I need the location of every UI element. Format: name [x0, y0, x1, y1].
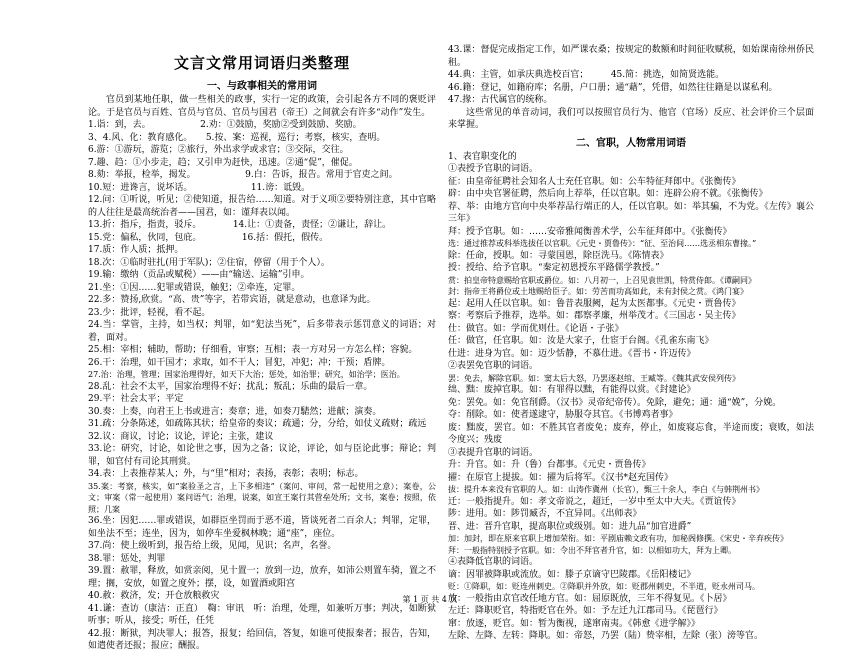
text-line: 绌、黜：废掉官职。如：有罪得以黜，有能得以赏。《封建论》 — [448, 385, 696, 395]
text-line: 这些常见的单音动词，我们可以按照官员行为、他官（官场）反应、社会评价三个层面来掌握。 — [448, 107, 814, 130]
text-line: ②表罢免官职的词语。 — [448, 361, 539, 371]
text-line: 47.掾：古代属官的统称。 — [448, 95, 553, 105]
text-line: 任：做官，任官职。如：汝是大家子，仕宦于台阁。《孔雀东南飞》 — [448, 336, 714, 346]
document-title: 文言文常用词语归类整理 — [173, 54, 350, 72]
text-line: 39.置：赦罪，释放，如赏亲阅，见十置一；放到一边，放弃，如沛公则置车骑，置之不理；搁，安放，如置之度外；摆，设，如置酒或阳宫 — [88, 566, 436, 589]
text-line: 36.坐：因犯……罪或错误，如群臣坐罚而于恶不道，皆谈死者二百余人；判罪，定罪，如坐法不至；连坐，因为，如停车坐爱枫林晚；通“座”，座位。 — [88, 516, 436, 539]
text-line: 陟：进用。如：陟罚臧否，不宜异同。《出师表》 — [448, 509, 642, 519]
text-line: 晋、进：晋升官职，提高职位或级别。如：进九品“加官进爵” — [448, 521, 692, 532]
text-line: 废：黜废，罢官。如：不胜其官者废免；废弃，停止，如废寝忘食，半途而废；衰败，如法令度兴；残废 — [448, 422, 814, 445]
text-line: 17.质：作人质；抵押。 — [88, 245, 184, 255]
text-line: 加：加封，即在原来官职上增加荣衔。如：平剧庙赖文政有功，加秘阁修撰。《宋史・辛弃疾传》 — [448, 534, 788, 543]
text-line: 左迁：降职贬官，特指贬官在外。如：予左迁九江郡司马。《琵琶行》 — [448, 606, 723, 616]
page-footer: 第 1 页 共 4 页 — [402, 595, 458, 604]
text-line: 44.典：主管，如承庆典选校百官； 45.简：挑选，如简贤选能。 — [448, 70, 725, 80]
text-line: 贬：①降职，如：贬连州刺史。②降职并外放，如：贬郡州刺史，不半道，贬永州司马。 — [448, 582, 760, 591]
text-line: 27.治：治理，管理；国家治理得好，如天下大治；惩处，如治罪；研究，如治学；医治。 — [88, 370, 405, 379]
text-line: 35.案：考察，核实，如“案验圣之言，上下多相违”（案问、审问，常一起使用之意）；案卷，公文；审案（常一起使用）案问语气；治理，说案，如宣王案行其营垒处所；文书，案卷；按照，依照；几案 — [88, 481, 436, 514]
text-line: 夺：削除。如：使者遂逮守，胁服夺其官。《书博鸡者事》 — [448, 410, 678, 420]
text-line: 3、4.风、化：教育感化。 5.按、案：巡视，巡行；考察，核实，查明。 — [88, 132, 386, 143]
text-line: 15.党：偏私，伙同，包庇。 16.括：假托，假传。 — [88, 232, 329, 243]
text-line: 30.奏：上奏，向君王上书或进言；奏章；进，如奏刀騞然；进献；演奏。 — [88, 406, 382, 417]
text-line: 辟：由中央官署征聘，然后向上荐举，任以官职。如：连辟公府不就。《张衡传》 — [448, 189, 768, 199]
text-line: 拔：提升本来没有官职的人。如：山涛作冀州（长官），甄三十余人，李白《与韩荆州书》 — [448, 485, 764, 494]
text-line: 拜：授予官职。如：……安帝雅闻衡善术学，公车征拜郎中。《张衡传》 — [448, 226, 732, 237]
text-line: 26.干：治理，如干国才；求取，如不干人；冒犯，冲犯；冲；干预；盾牌。 — [88, 357, 391, 368]
section-two-title: 二、官职，人物常用词语 — [576, 137, 686, 149]
text-line: 41.谦：查访（康洁：正直） 鞫：审讯 听：治理，处理，如兼听万事；判决，如断狱听事；听从，接受；听任，任凭 — [88, 603, 436, 626]
text-line: 23.少：批评，轻视，看不起。 — [88, 307, 211, 318]
text-line: 迁：一般指提升。如：孝文帝说之，超迁，一岁中至太中大夫。《贾谊传》 — [448, 496, 741, 507]
text-line: 19.输：缴纳（贡品或赋税）——由“输送、运输”引申。 — [88, 270, 310, 280]
text-line: 升：升官。如：升（鲁）台都事。《元史・贾鲁传》 — [448, 460, 651, 470]
text-line: 28.乱：社会不太平，国家治理得不好；扰乱；叛乱；乐曲的最后一章。 — [88, 381, 373, 392]
text-line: 37.尚：使上级听到，报告给上级，见闻，见识；名声，名誉。 — [88, 541, 337, 551]
text-line: 免：罢免。如：免官削爵。（汉书》灵帝纪帝传）。免除，避免；通：通“娩”，分娩。 — [448, 397, 782, 408]
text-line: 38.罪：惩处，判罪 — [88, 553, 166, 564]
text-line: 34.表：上表推荐某人；外，与“里”相对；表扬，表彰；表明；标志。 — [88, 469, 364, 479]
text-line: ③表提升官职的词语。 — [448, 447, 539, 458]
text-line: 24.当：掌管，主持，如当权；判罪，如“犯法当死”，后多带表示惩罚意义的词语；对着，面对。 — [88, 320, 436, 343]
text-line: 窜：放逐，贬官。如：暂为衡视，遂窜南夷。《韩愈《进学解》》 — [448, 618, 701, 629]
text-line: 起：起用人任以官职。如：鲁昔表服阙，起为太医都事。《元史・贾鲁传》 — [448, 298, 741, 309]
right-column — [448, 44, 814, 641]
text-line: 43.课：督促完成指定工作，如严课农桑；按规定的数额和时间征收赋税，如始课南徐州侨民租。 — [448, 45, 814, 68]
text-line: ①表授予官职的词语。 — [448, 164, 539, 174]
text-line: 6.游：①游玩，游览；②旅行，外出求学或求官；③交际，交往。 — [88, 145, 349, 155]
text-line: 封：指帝王将爵位或土地赐给臣子。如：劳苦而功高如此，未有封侯之赏。《鸿门宴》 — [448, 287, 748, 296]
text-line: 33.论：研究，讨论，如论世之事，因为之备；议论，评论，如与臣论此事；辩论；判罪，如官付有司论其刑赏。 — [88, 444, 436, 467]
text-line: 仕：做官。如：学而优则仕。《论语・子张》 — [448, 323, 624, 334]
text-line: 放：一般指由京官改任地方官。如：屈原既放，三年不得复见。《卜居》 — [448, 593, 732, 604]
text-line: 左除、左降、左转：降职。如：帝怒，乃罢（陆）贽宰相，左除（张）滂等官。 — [448, 631, 764, 641]
text-line: 除：任命，授职。如：寻蒙国恩，除臣洗马。《陈情表》 — [448, 250, 669, 261]
text-line: 18.次：①临时驻扎(用于军队)；②住宿，停留（用于个人）。 — [88, 257, 330, 268]
text-line: 7.趣、趋：①小步走，趋；又引申为赶快，迅速。②通“促”，催促。 — [88, 157, 358, 168]
text-line: 12.问：①听说，听见；②使知道，报告给……知道。对于义项②要特别注意，其中官略的人往往是最高统治者——国君，如：谨拜表以闻。 — [88, 195, 436, 218]
text-line: 官员到某地任职，做一些相关的政事，实行一定的政策，会引起各方不同的褒贬评论。于是官员与百姓、官员与官员、官员与国君（帝王）之间就会有许多“动作”发生。 — [88, 95, 436, 118]
text-line: 擢：在原官上提拔。如：擢为后将军。《汉书*赵充国传》 — [448, 472, 674, 483]
text-line: 40.赦：救济，发；开仓放粮救灾 — [88, 591, 220, 601]
text-line: 荐、举：由地方官向中央举荐品行端正的人，任以官职。如：举其骗，不为党。《左传》襄公三年》 — [448, 201, 814, 224]
text-line: 选：通过推荐或科举选拔任以官职。《元史・贾鲁传》：“征、至治间……选丞相东曹掾。” — [448, 239, 757, 248]
text-line: 46.籍：登记，如籍府库；名册，户口册；通“藉”，凭借，如然往往籍是以谋私利。 — [448, 82, 778, 93]
text-line: 10.短：进谗言，说坏话。 11.谤：诋毁。 — [88, 182, 311, 193]
text-line: 授：授给、给予官职。“秦定初恩授东平路儒学教授。” — [448, 263, 660, 273]
text-line: 32.议：商议，讨论；议论，评论；主张，建议 — [88, 431, 274, 442]
section-one-title: 一、与政事相关的常用词 — [207, 81, 317, 92]
text-line: 征：由皇帝征聘社会知名人士充任官职。如：公车特征拜郎中。《张衡传》 — [448, 176, 741, 187]
text-line: 1.诣：到，去。 2.劝：①鼓励，奖励②受到鼓励、奖励。 — [88, 120, 362, 130]
text-line: 谪：因罪被降职或流放。如：滕子京谪守巴陵郡。《岳阳楼记》 — [448, 569, 696, 580]
text-line: 拜：一般指特别授予官职。如：令出不拜官者升官，如：以相如功大，拜为上卿。 — [448, 545, 736, 555]
text-line: 42.报：断狱，判决罪人；报答，报复；给回信，答复，如谁可使报秦者；报告，告知，如遣使者还报；报应；酬报。 — [88, 628, 436, 651]
text-line: 13.折：指斥，指责，驳斥。 14.让：①责备，责怪；②谦让，辞让。 — [88, 220, 392, 230]
text-line: ④表降低官职的词语。 — [448, 557, 539, 567]
text-line: 22.多：赞扬,欣赏。“高、贵”等字，若带宾语，就是意动，也意译为此。 — [88, 295, 376, 305]
text-line: 25.相：宰相；辅助，帮助；仔细看，审察；互相；表一方对另一方怎么样；容貌。 — [88, 345, 418, 355]
text-line: 罢：免去，解除官职。如：窦太后大怒，乃罢逐赵绾、王臧等。《魏其武安侯列传》 — [448, 373, 740, 383]
text-line: 29.平：社会太平；平定 — [88, 394, 184, 404]
text-line: 8.劾：举报，检举，揭发。 9.白：告诉，报告。常用于官吏之间。 — [88, 170, 398, 180]
text-line: 31.疏：分条陈述，如疏陈其状；给皇帝的奏议；疏通；分，分给，如仗义疏财；疏远 — [88, 419, 427, 429]
text-line: 仕进：进身为官。如：迈少恬静，不慕仕进。《晋书・许迈传》 — [448, 348, 696, 359]
text-line: 察：考察后予推荐，选举。如：郡察孝廉，州举茂才。《三国志・吴主传》 — [448, 311, 741, 321]
text-line: 赏：拍皇帝特意赐给官职或爵位。如：八月初一，上召见袁世凯，特赏侍郎。《谭嗣同》 — [448, 275, 756, 285]
text-line: 21.坐：①因……犯罪或错误，触犯；②牵连，定罪。 — [88, 282, 301, 293]
text-line: 1、表官职变化的 — [448, 151, 517, 162]
